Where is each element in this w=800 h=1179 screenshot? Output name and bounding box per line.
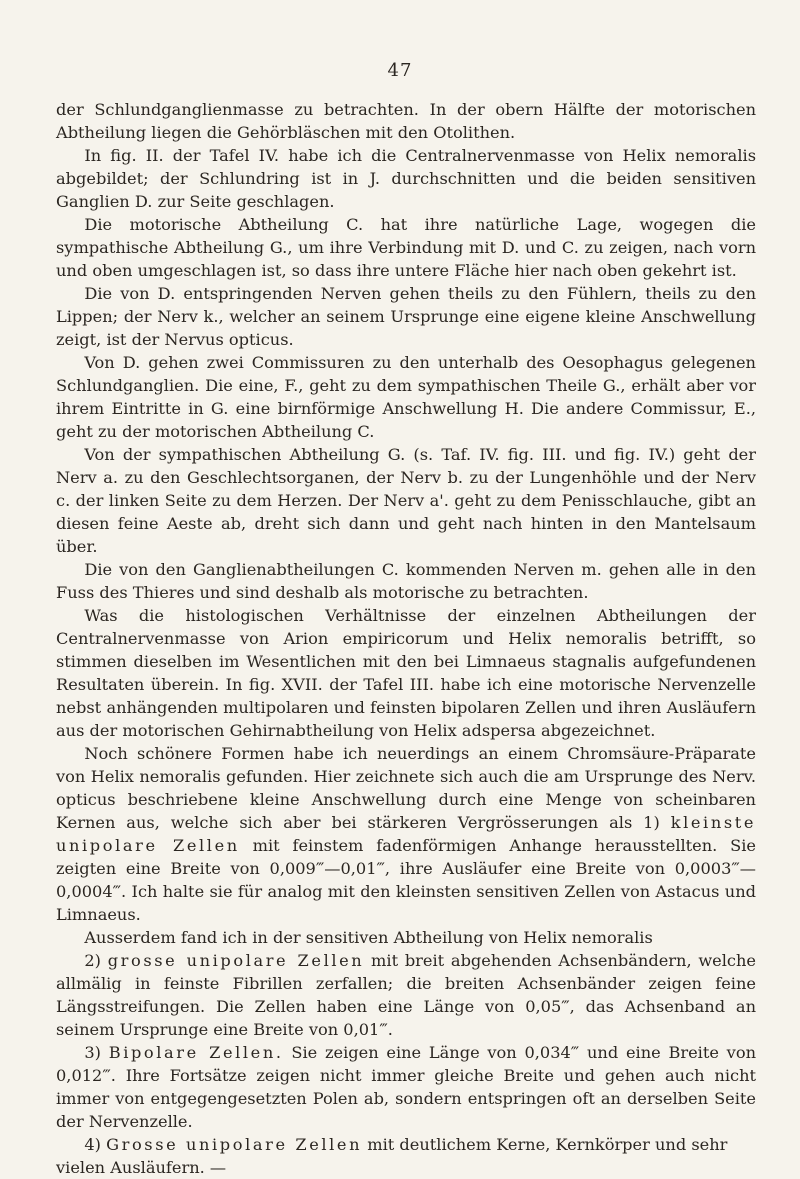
emphasis-bipolare: Bipolare Zellen. [108,1043,284,1062]
paragraph-11 [56,949,756,1041]
paragraph-6: Von der sympathischen Abtheilung G. (s. Taf. IV. fig. III. und fig. IV.) geht der Nerv a. zu den Geschlechtsorganen, der Nerv b. zu der Lungenhöhle und der Nerv c. der linken Seite zu dem Herzen. Der Nerv a'. geht zu dem Penisschlauche, gibt an diesen feine Aeste ab, dreht sich dann und geht nach hinten in den Mantelsaum über. [56,445,756,556]
paragraph-11-rest: mit breit abgehenden Achsenbändern, welche allmälig in feinste Fibrillen zerfallen; die breiten Achsenbänder zeigen feine Längsstreifungen. Die Zellen haben eine Länge von 0,05‴, das Achsenband an seinem Ursprunge eine Breite von 0,01‴. [56,951,757,1039]
list-number-2: 2) [84,951,108,970]
emphasis-grosse-unipolare: grosse unipolare Zellen [107,951,365,970]
paragraph-13-rest: mit deutlichem Kerne, Kernkörper und sehr vielen Ausläufern. — [56,1135,728,1177]
paragraph-9 [56,742,756,926]
body-text [56,98,756,1179]
emphasis-kleinste-unipolare: kleinste unipolare Zellen [56,813,756,855]
paragraph-2: In fig. II. der Tafel IV. habe ich die Centralnervenmasse von Helix nemoralis abgebildet; der Schlundring ist in J. durchschnitten und die beiden sensitiven Ganglien D. zur Seite geschlagen. [56,146,756,211]
paragraph-4: Die von D. entspringenden Nerven gehen theils zu den Fühlern, theils zu den Lippen; der Nerv k., welcher an seinem Ursprunge eine eigene kleine Anschwellung zeigt, ist der Nervus opticus. [56,284,756,349]
paragraph-7: Die von den Ganglienabtheilungen C. kommenden Nerven m. gehen alle in den Fuss des Thieres und sind deshalb als motorische zu betrachten. [56,560,756,602]
paragraph-12 [56,1041,756,1133]
list-number-3: 3) [84,1043,109,1062]
emphasis-grosse-unipolare-kern: Grosse unipolare Zellen [106,1135,363,1154]
paragraph-10: Ausserdem fand ich in der sensitiven Abtheilung von Helix nemoralis [84,928,653,947]
paragraph-9-text: Noch schönere Formen habe ich neuerdings an einem Chromsäure-Präparate von Helix nemoralis gefunden. Hier zeichnete sich auch die am Ursprunge des Nerv. opticus beschriebene kleine Anschwellung durch eine Menge von scheinbaren Kernen aus, welche sich aber bei stärkeren Vergrösserungen als 1) [56,744,756,832]
list-number-4: 4) [84,1135,107,1154]
paragraph-5: Von D. gehen zwei Commissuren zu den unterhalb des Oesophagus gelegenen Schlundganglien. Die eine, F., geht zu dem sympathischen Theile G., erhält aber vor ihrem Eintritte in G. eine birnförmige Anschwellung H. Die andere Commissur, E., geht zu der motorischen Abtheilung C. [56,353,756,441]
paragraph-8: Was die histologischen Verhältnisse der einzelnen Abtheilungen der Centralnervenmasse von Arion empiricorum und Helix nemoralis betrifft, so stimmen dieselben im Wesentlichen mit den bei Limnaeus stagnalis aufgefundenen Resultaten überein. In fig. XVII. der Tafel III. habe ich eine motorische Nervenzelle nebst anhängenden multipolaren und feinsten bipolaren Zellen und ihren Ausläufern aus der motorischen Gehirnabtheilung von Helix adspersa abgezeichnet. [56,606,756,740]
paragraph-12-rest: Sie zeigen eine Länge von 0,034‴ und eine Breite von 0,012‴. Ihre Fortsätze zeigen nicht immer gleiche Breite und gehen auch nicht immer von entgegengesetzten Polen ab, sondern entspringen oft an derselben Seite der Nervenzelle. [56,1043,757,1131]
paragraph-9-rest: mit feinstem fadenförmigen Anhange herausstellten. Sie zeigten eine Breite von 0,009‴—0,01‴, ihre Ausläufer eine Breite von 0,0003‴—0,0004‴. Ich halte sie für analog mit den kleinsten sensitiven Zellen von Astacus und Limnaeus. [56,836,756,924]
paragraph-1: der Schlundganglienmasse zu betrachten. In der obern Hälfte der motorischen Abtheilung liegen die Gehörbläschen mit den Otolithen. [56,100,756,142]
paragraph-13 [56,1133,756,1179]
page-number: 47 [387,60,413,81]
paragraph-3: Die motorische Abtheilung C. hat ihre natürliche Lage, wogegen die sympathische Abtheilung G., um ihre Verbindung mit D. und C. zu zeigen, nach vorn und oben umgeschlagen ist, so dass ihre untere Fläche hier nach oben gekehrt ist. [56,215,756,280]
